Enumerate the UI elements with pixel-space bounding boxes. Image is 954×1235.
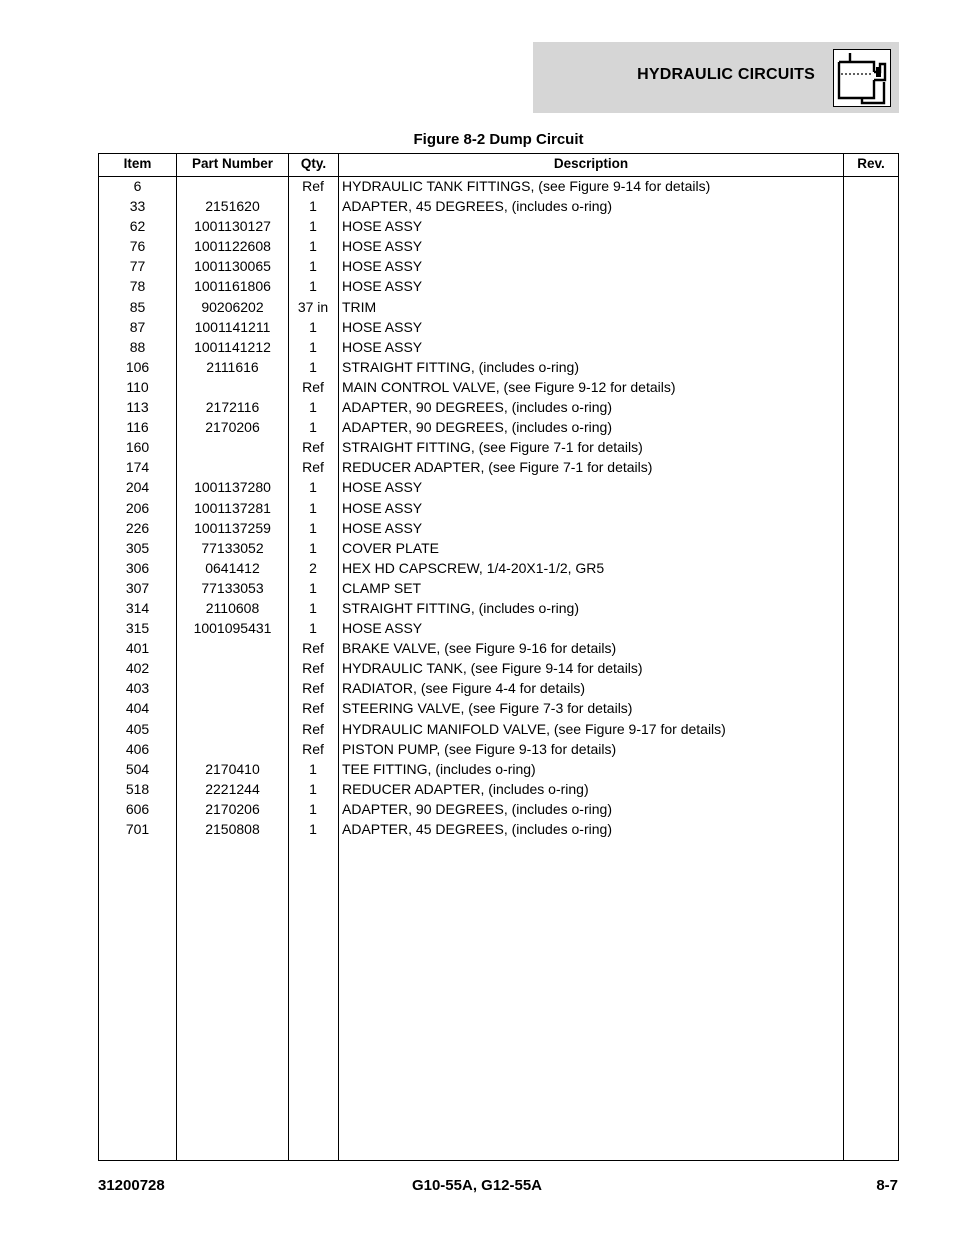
- item-number-cell: 77: [129, 258, 146, 275]
- column-header-description: Description: [553, 156, 629, 171]
- item-number-cell: 62: [129, 218, 146, 235]
- part-number-cell: 77133053: [201, 579, 264, 596]
- table-row: [99, 518, 898, 538]
- document-number: 31200728: [98, 1177, 165, 1194]
- quantity-cell: 1: [309, 419, 317, 436]
- description-cell: HOSE ASSY: [342, 318, 423, 335]
- description-cell: RADIATOR, (see Figure 4-4 for details): [342, 680, 586, 697]
- description-cell: HOSE ASSY: [342, 218, 423, 235]
- item-number-cell: 33: [129, 198, 146, 215]
- part-number-cell: 1001095431: [193, 620, 272, 637]
- table-row: [99, 317, 898, 337]
- description-cell: REDUCER ADAPTER, (see Figure 7-1 for details): [342, 459, 653, 476]
- table-row: [99, 638, 898, 658]
- description-cell: HOSE ASSY: [342, 519, 423, 536]
- description-cell: HOSE ASSY: [342, 499, 423, 516]
- description-cell: HOSE ASSY: [342, 620, 423, 637]
- item-number-cell: 518: [125, 780, 150, 797]
- description-cell: HOSE ASSY: [342, 479, 423, 496]
- item-number-cell: 314: [125, 599, 150, 616]
- description-cell: STRAIGHT FITTING, (includes o-ring): [342, 599, 580, 616]
- item-number-cell: 174: [125, 459, 150, 476]
- table-row: [99, 779, 898, 799]
- table-row: [99, 236, 898, 256]
- quantity-cell: Ref: [302, 178, 324, 194]
- item-number-cell: 78: [129, 278, 146, 295]
- table-row: [99, 176, 898, 196]
- table-row: [99, 276, 898, 296]
- column-header-qty: Qty.: [300, 156, 327, 171]
- quantity-cell: 1: [309, 479, 317, 496]
- description-cell: HOSE ASSY: [342, 238, 423, 255]
- part-number-cell: 2111616: [206, 358, 259, 375]
- quantity-cell: 1: [309, 238, 317, 255]
- table-row: [99, 558, 898, 578]
- quantity-cell: Ref: [302, 660, 324, 677]
- quantity-cell: 1: [309, 338, 317, 355]
- item-number-cell: 701: [125, 821, 150, 837]
- model-numbers: G10-55A, G12-55A: [411, 1177, 543, 1194]
- item-number-cell: 307: [125, 579, 150, 596]
- part-number-cell: 2172116: [205, 399, 260, 416]
- column-header-rev: Rev.: [857, 156, 885, 171]
- quantity-cell: Ref: [302, 378, 324, 395]
- figure-title: Figure 8-2 Dump Circuit: [413, 131, 584, 148]
- quantity-cell: 1: [309, 278, 317, 295]
- part-number-cell: 1001130127: [194, 218, 271, 235]
- description-cell: HOSE ASSY: [342, 278, 423, 295]
- item-number-cell: 405: [125, 720, 150, 737]
- part-number-cell: 2170206: [205, 800, 260, 817]
- quantity-cell: 1: [309, 218, 317, 235]
- section-title: HYDRAULIC CIRCUITS: [637, 66, 815, 83]
- description-cell: CLAMP SET: [342, 579, 422, 596]
- table-row: [99, 578, 898, 598]
- quantity-cell: 1: [309, 539, 317, 556]
- parts-table: [98, 153, 899, 1161]
- item-number-cell: 402: [125, 660, 150, 677]
- part-number-cell: 0641412: [205, 559, 260, 576]
- table-row: [99, 377, 898, 397]
- description-cell: STRAIGHT FITTING, (see Figure 7-1 for details): [342, 439, 643, 456]
- column-header-item: Item: [123, 156, 152, 171]
- description-cell: HEX HD CAPSCREW, 1/4-20X1-1/2, GR5: [342, 559, 605, 576]
- description-cell: ADAPTER, 90 DEGREES, (includes o-ring): [342, 419, 612, 436]
- description-cell: MAIN CONTROL VALVE, (see Figure 9-12 for details): [342, 378, 676, 395]
- description-cell: STEERING VALVE, (see Figure 7-3 for details): [342, 700, 633, 717]
- table-row: [99, 799, 898, 819]
- description-cell: PISTON PUMP, (see Figure 9-13 for details): [342, 740, 617, 757]
- part-number-cell: 1001141211: [194, 318, 271, 335]
- quantity-cell: 1: [309, 620, 317, 637]
- table-row: [99, 196, 898, 216]
- description-cell: TEE FITTING, (includes o-ring): [342, 760, 536, 777]
- part-number-cell: 2170410: [205, 760, 260, 777]
- part-number-cell: 2110608: [205, 599, 260, 616]
- table-row: [99, 457, 898, 477]
- description-cell: ADAPTER, 90 DEGREES, (includes o-ring): [342, 399, 612, 416]
- item-number-cell: 315: [125, 620, 150, 637]
- quantity-cell: 1: [309, 499, 317, 516]
- part-number-cell: 1001141212: [194, 338, 271, 355]
- quantity-cell: Ref: [302, 720, 324, 737]
- description-cell: ADAPTER, 45 DEGREES, (includes o-ring): [342, 821, 612, 837]
- item-number-cell: 206: [125, 499, 150, 516]
- table-row: [99, 618, 898, 638]
- part-number-cell: 2170206: [205, 419, 260, 436]
- item-number-cell: 504: [125, 760, 150, 777]
- description-cell: REDUCER ADAPTER, (includes o-ring): [342, 780, 589, 797]
- part-number-cell: 1001137259: [194, 519, 271, 536]
- description-cell: HYDRAULIC TANK, (see Figure 9-14 for details): [342, 660, 643, 677]
- quantity-cell: Ref: [302, 439, 324, 456]
- column-header-part-number: Part Number: [191, 156, 274, 171]
- item-number-cell: 406: [125, 740, 150, 757]
- quantity-cell: Ref: [302, 700, 324, 717]
- part-number-cell: 1001161806: [194, 278, 271, 295]
- table-row: [99, 538, 898, 558]
- table-row: [99, 357, 898, 377]
- quantity-cell: 1: [309, 599, 317, 616]
- item-number-cell: 204: [125, 479, 150, 496]
- quantity-cell: Ref: [302, 680, 324, 697]
- table-row: [99, 216, 898, 236]
- item-number-cell: 87: [129, 318, 146, 335]
- table-row: [99, 698, 898, 718]
- part-number-cell: 90206202: [201, 298, 264, 315]
- table-row: [99, 598, 898, 618]
- item-number-cell: 404: [125, 700, 150, 717]
- item-number-cell: 226: [125, 519, 150, 536]
- description-cell: COVER PLATE: [342, 539, 439, 556]
- description-cell: ADAPTER, 45 DEGREES, (includes o-ring): [342, 198, 612, 215]
- quantity-cell: 1: [309, 198, 317, 215]
- table-row: [99, 297, 898, 317]
- description-cell: HYDRAULIC MANIFOLD VALVE, (see Figure 9-17 for details): [342, 720, 726, 737]
- quantity-cell: Ref: [302, 740, 324, 757]
- item-number-cell: 85: [129, 298, 146, 315]
- part-number-cell: 77133052: [201, 539, 264, 556]
- table-body: [99, 176, 898, 839]
- description-cell: HOSE ASSY: [342, 338, 423, 355]
- quantity-cell: 1: [309, 821, 317, 837]
- table-row: [99, 719, 898, 739]
- quantity-cell: 1: [309, 519, 317, 536]
- quantity-cell: 1: [309, 800, 317, 817]
- quantity-cell: Ref: [302, 459, 324, 476]
- part-number-cell: 2151620: [205, 198, 260, 215]
- quantity-cell: 1: [309, 780, 317, 797]
- quantity-cell: 2: [309, 559, 317, 576]
- item-number-cell: 306: [125, 559, 150, 576]
- part-number-cell: 2150808: [205, 821, 260, 837]
- item-number-cell: 403: [125, 680, 150, 697]
- quantity-cell: 1: [309, 399, 317, 416]
- part-number-cell: 1001137281: [194, 499, 271, 516]
- quantity-cell: 1: [309, 358, 317, 375]
- item-number-cell: 305: [125, 539, 150, 556]
- item-number-cell: 113: [126, 399, 149, 416]
- section-header: [533, 42, 899, 113]
- part-number-cell: 1001130065: [194, 258, 271, 275]
- item-number-cell: 116: [126, 419, 149, 436]
- table-row: [99, 337, 898, 357]
- table-row: [99, 739, 898, 759]
- quantity-cell: 1: [309, 318, 317, 335]
- table-row: [99, 498, 898, 518]
- description-cell: STRAIGHT FITTING, (includes o-ring): [342, 358, 580, 375]
- item-number-cell: 88: [129, 338, 146, 355]
- description-cell: ADAPTER, 90 DEGREES, (includes o-ring): [342, 800, 612, 817]
- table-row: [99, 658, 898, 678]
- part-number-cell: 2221244: [205, 780, 260, 797]
- quantity-cell: 1: [309, 760, 317, 777]
- table-row: [99, 819, 898, 839]
- table-row: [99, 397, 898, 417]
- quantity-cell: 37 in: [297, 298, 329, 315]
- item-number-cell: 160: [125, 439, 150, 456]
- quantity-cell: Ref: [302, 640, 324, 657]
- item-number-cell: 606: [125, 800, 150, 817]
- hydraulic-tank-icon: [833, 49, 891, 107]
- item-number-cell: 76: [129, 238, 146, 255]
- table-row: [99, 678, 898, 698]
- part-number-cell: 1001122608: [194, 238, 271, 255]
- description-cell: BRAKE VALVE, (see Figure 9-16 for details): [342, 640, 617, 657]
- table-row: [99, 437, 898, 457]
- part-number-cell: 1001137280: [194, 479, 271, 496]
- item-number-cell: 110: [126, 378, 149, 395]
- item-number-cell: 401: [125, 640, 150, 657]
- description-cell: HYDRAULIC TANK FITTINGS, (see Figure 9-14 for details): [342, 178, 711, 194]
- table-row: [99, 477, 898, 497]
- page-number: 8-7: [876, 1177, 898, 1194]
- table-row: [99, 256, 898, 276]
- quantity-cell: 1: [309, 579, 317, 596]
- description-cell: TRIM: [342, 298, 377, 315]
- item-number-cell: 106: [125, 358, 150, 375]
- table-row: [99, 759, 898, 779]
- item-number-cell: 6: [133, 178, 142, 194]
- table-row: [99, 417, 898, 437]
- quantity-cell: 1: [309, 258, 317, 275]
- description-cell: HOSE ASSY: [342, 258, 423, 275]
